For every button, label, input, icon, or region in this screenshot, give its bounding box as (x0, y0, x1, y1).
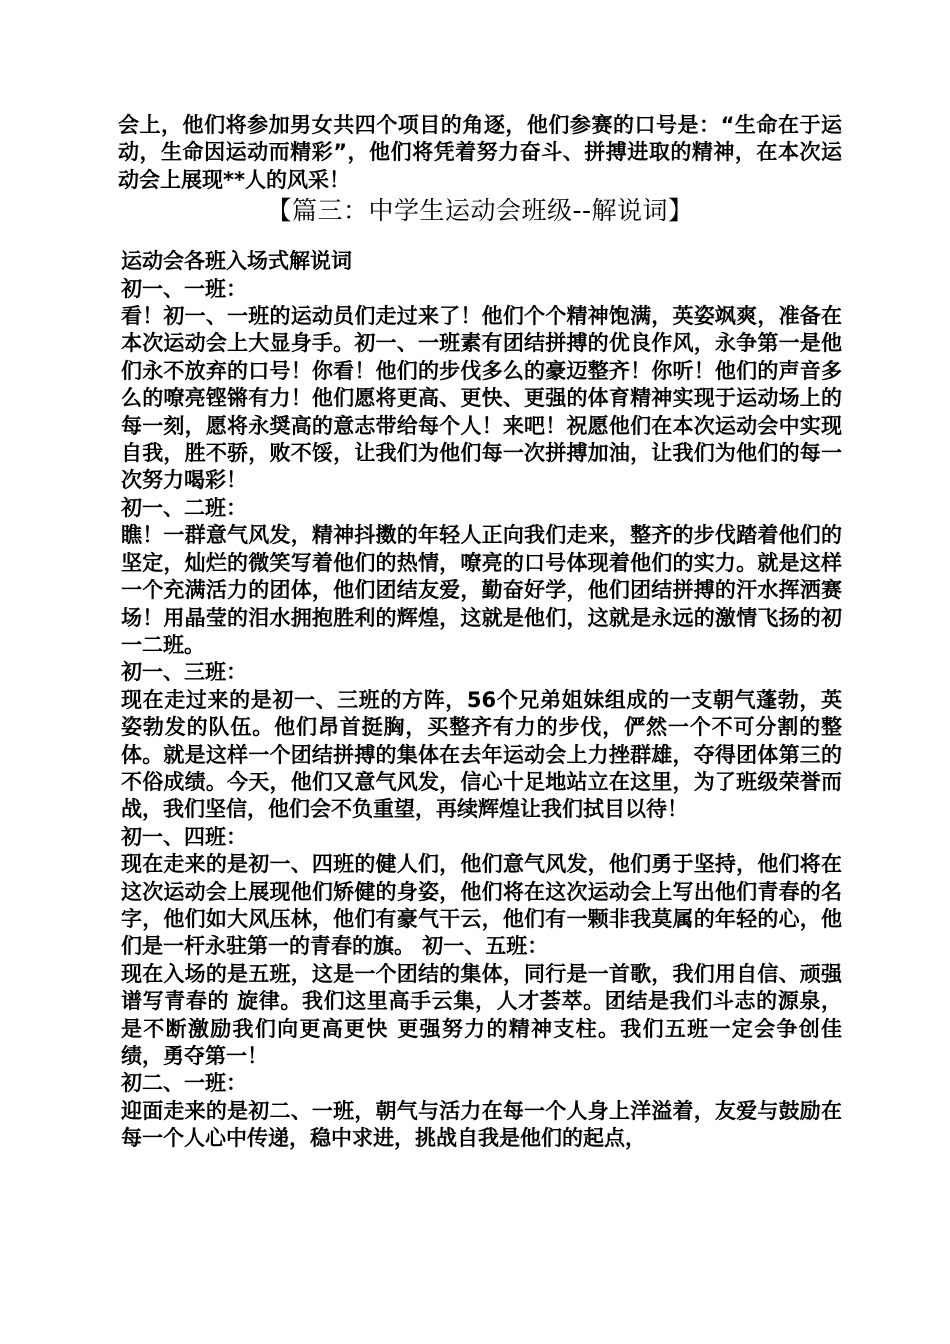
class-label: 初一、四班： (121, 824, 247, 849)
document-page (118, 112, 842, 1153)
class-label: 初二、一班： (121, 1071, 247, 1096)
class-commentary: 现在走过来的是初一、三班的方阵，56个兄弟姐妹组成的一支朝气蓬勃，英姿勃发的队伍。他们昂首挺胸，买整齐有力的步伐，俨然一个不可分割的整体。就是这样一个团结拼搏的集体在去年运动会上力挫群雄，夺得团体第三的不俗成绩。今天，他们又意气风发，信心十足地站立在这里，为了班级荣誉而战，我们坚信，他们会不负重望，再续辉煌让我们拭目以待！ (121, 687, 842, 822)
class-label: 初一、三班： (121, 660, 247, 685)
class-commentary: 看！初一、一班的运动员们走过来了！他们个个精神饱满，英姿飒爽，准备在本次运动会上大显身手。初一、一班素有团结拼搏的优良作风，永争第一是他们永不放弃的口号！你看！他们的步伐多么的豪迈整齐！你听！他们的声音多么的嘹亮铿锵有力！他们愿将更高、更快、更强的体育精神实现于运动场上的每一刻，愿将永奨高的意志带给每个人！来吧！祝愿他们在本次运动会中实现自我，胜不骄，败不馁，让我们为他们每一次拼搏加油，让我们为他们的每一次努力喝彩！ (121, 304, 842, 493)
section-heading: 【篇三：中学生运动会班级--解说词】 (266, 196, 694, 226)
class-commentary: 迎面走来的是初二、一班，朝气与活力在每一个人身上洋溢着，友爱与鼓励在每一个人心中传递，稳中求进，挑战自我是他们的起点， (121, 1098, 842, 1151)
class-label: 初一、一班： (121, 276, 247, 301)
class-commentary: 现在入场的是五班，这是一个团结的集体，同行是一首歌，我们用自信、顽强谱写青春的 旋律。我们这里高手云集，人才荟萃。团结是我们斗志的源泉，是不断激励我们向更高更快 更强努力的精神支柱。我们五班一定会争创佳绩，勇夺第一！ (121, 961, 842, 1068)
class-commentary: 瞧！一群意气风发，精神抖擞的年轻人正向我们走来，整齐的步伐踏着他们的坚定，灿烂的微笑写着他们的热情，嘹亮的口号体现着他们的实力。就是这样一个充满活力的团体，他们团结友爱，勤奋好学，他们团结拼搏的汗水挥洒赛场！用晶莹的泪水拥抱胜利的辉煌，这就是他们，这就是永远的激情飞扬的初一二班。 (121, 523, 842, 657)
class-label: 初一、二班： (121, 495, 247, 520)
document-title: 运动会各班入场式解说词 (121, 249, 352, 274)
intro-paragraph: 会上，他们将参加男女共四个项目的角逐，他们参赛的口号是：“生命在于运动，生命因运动而精彩”，他们将凭着努力奋斗、拼搏进取的精神，在本次运动会上展现**人的风采！ (118, 113, 842, 192)
class-commentary: 现在走来的是初一、四班的健人们，他们意气风发，他们勇于坚持，他们将在这次运动会上展现他们矫健的身姿，他们将在这次运动会上写出他们青春的名字，他们如大风压林，他们有豪气干云，他们有一颗非我莫属的年轻的心，他们是一杆永驻第一的青春的旗。 初一、五班： (121, 852, 842, 959)
